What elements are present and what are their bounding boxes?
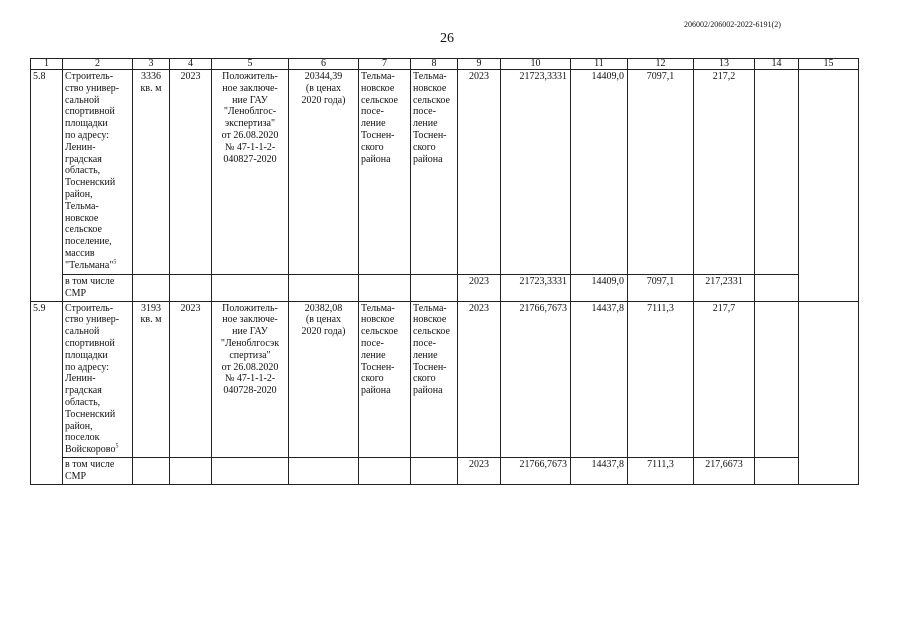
empty-cell (755, 275, 799, 302)
regional-funding: 14437,8 (571, 301, 628, 457)
commission-year: 2023 (170, 70, 212, 275)
customer: Тельма- новское сельское посе- ление Тоснен- ского района (411, 70, 458, 275)
column-number: 4 (170, 59, 212, 70)
page-number: 26 (440, 31, 454, 46)
empty-cell (755, 70, 799, 275)
column-number: 3 (133, 59, 170, 70)
expertise-conclusion: Положитель- ное заключе- ние ГАУ "Леноблгосэк спертиза" от 26.08.2020 № 47-1-1-2- 040728-2020 (212, 301, 289, 457)
table-subrow (31, 457, 859, 484)
column-number: 2 (63, 59, 133, 70)
total-funding: 21766,7673 (501, 457, 571, 484)
funding-year: 2023 (458, 457, 501, 484)
item-number: 5.8 (31, 70, 63, 302)
customer: Тельма- новское сельское посе- ление Тоснен- ского района (411, 301, 458, 457)
federal-funding: 7111,3 (628, 457, 694, 484)
empty-cell (359, 457, 411, 484)
estimated-cost: 20382,08 (в ценах 2020 года) (289, 301, 359, 457)
empty-cell (359, 275, 411, 302)
regional-funding: 14437,8 (571, 457, 628, 484)
column-number-row (31, 59, 859, 70)
empty-cell (411, 275, 458, 302)
object-name-text: Строитель- ство универ- сальной спортивной площадки по адресу: Ленин- градская область, Тосненский район, поселок Войскорово (65, 302, 120, 456)
column-number: 12 (628, 59, 694, 70)
empty-cell (133, 275, 170, 302)
table-row (31, 70, 859, 275)
empty-cell (755, 457, 799, 484)
empty-cell (799, 301, 859, 484)
empty-cell (170, 275, 212, 302)
empty-cell (212, 275, 289, 302)
column-number: 15 (799, 59, 859, 70)
column-number: 5 (212, 59, 289, 70)
column-number: 8 (411, 59, 458, 70)
federal-funding: 7097,1 (628, 70, 694, 275)
column-number: 13 (694, 59, 755, 70)
footnote-mark: 5 (113, 259, 117, 266)
commission-year: 2023 (170, 301, 212, 457)
investment-table (30, 58, 859, 485)
empty-cell (133, 457, 170, 484)
empty-cell (799, 70, 859, 302)
subrow-label: в том числе СМР (63, 457, 133, 484)
column-number: 11 (571, 59, 628, 70)
federal-funding: 7097,1 (628, 275, 694, 302)
federal-funding: 7111,3 (628, 301, 694, 457)
local-funding: 217,2331 (694, 275, 755, 302)
regional-funding: 14409,0 (571, 275, 628, 302)
local-funding: 217,6673 (694, 457, 755, 484)
column-number: 7 (359, 59, 411, 70)
subrow-label: в том числе СМР (63, 275, 133, 302)
empty-cell (289, 275, 359, 302)
total-funding: 21766,7673 (501, 301, 571, 457)
capacity: 3193 кв. м (133, 301, 170, 457)
object-name (63, 301, 133, 457)
funding-year: 2023 (458, 275, 501, 302)
empty-cell (411, 457, 458, 484)
empty-cell (170, 457, 212, 484)
column-number: 6 (289, 59, 359, 70)
regional-funding: 14409,0 (571, 70, 628, 275)
column-number: 14 (755, 59, 799, 70)
document-number: 206002/206002-2022-6191(2) (684, 20, 781, 29)
object-name-text: Строитель- ство универ- сальной спортивной площадки по адресу: Ленин- градская область, Тосненский район, Тельма- новское сельское поселение, массив "Тельмана" (65, 71, 120, 271)
owner: Тельма- новское сельское посе- ление Тоснен- ского района (359, 301, 411, 457)
item-number: 5.9 (31, 301, 63, 484)
table-subrow (31, 275, 859, 302)
empty-cell (212, 457, 289, 484)
local-funding: 217,7 (694, 301, 755, 457)
empty-cell (289, 457, 359, 484)
column-number: 10 (501, 59, 571, 70)
expertise-conclusion: Положитель- ное заключе- ние ГАУ "Леноблгос- экспертиза" от 26.08.2020 № 47-1-1-2- 040827-2020 (212, 70, 289, 275)
funding-year: 2023 (458, 70, 501, 275)
footnote-mark: 5 (115, 443, 119, 450)
total-funding: 21723,3331 (501, 275, 571, 302)
local-funding: 217,2 (694, 70, 755, 275)
capacity: 3336 кв. м (133, 70, 170, 275)
owner: Тельма- новское сельское посе- ление Тоснен- ского района (359, 70, 411, 275)
table-row (31, 301, 859, 457)
funding-year: 2023 (458, 301, 501, 457)
column-number: 1 (31, 59, 63, 70)
estimated-cost: 20344,39 (в ценах 2020 года) (289, 70, 359, 275)
column-number: 9 (458, 59, 501, 70)
total-funding: 21723,3331 (501, 70, 571, 275)
object-name (63, 70, 133, 275)
empty-cell (755, 301, 799, 457)
